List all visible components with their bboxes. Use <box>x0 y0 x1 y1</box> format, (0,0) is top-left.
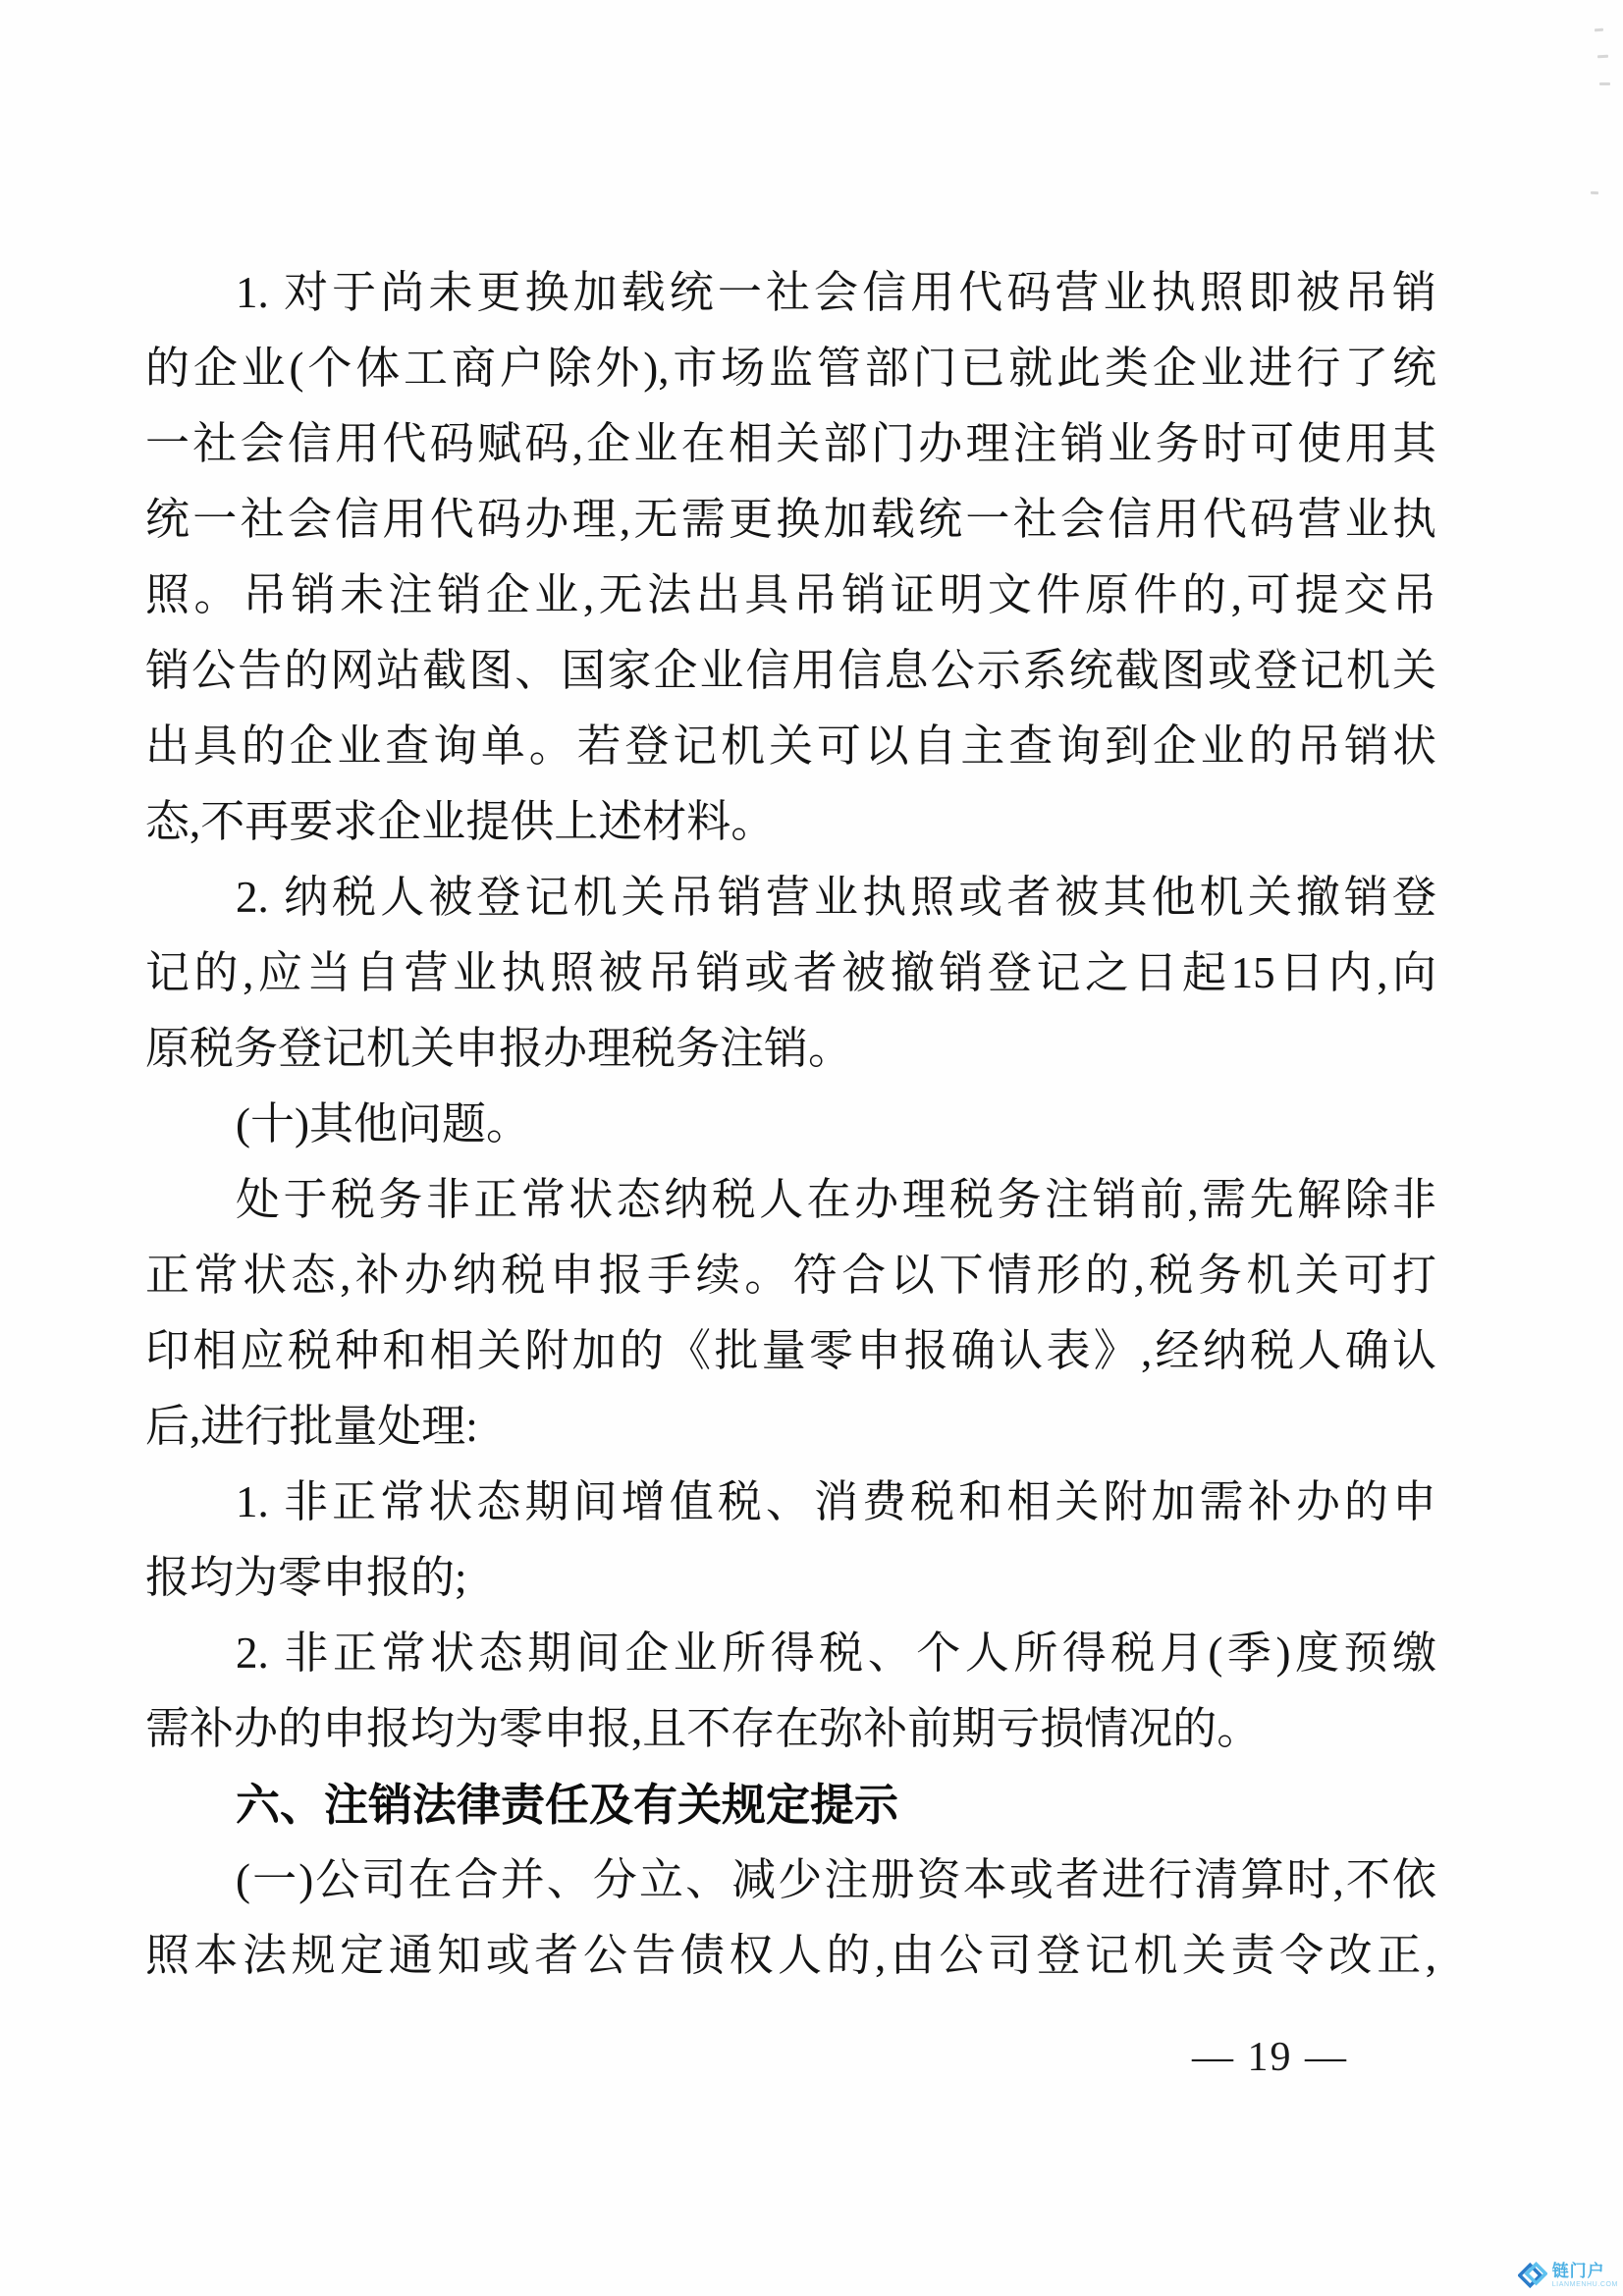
text-line: 1. 非正常状态期间增值税、消费税和相关附加需补办的申 <box>236 1477 1436 1526</box>
text-line: 正常状态,补办纳税申报手续。符合以下情形的,税务机关可打 <box>145 1251 1436 1300</box>
text-line: 记的,应当自营业执照被吊销或者被撤销登记之日起15日内,向 <box>145 948 1436 997</box>
text-line: 后,进行批量处理: <box>145 1402 478 1451</box>
text-line: 2. 纳税人被登记机关吊销营业执照或者被其他机关撤销登 <box>236 873 1436 922</box>
text-line: 照。吊销未注销企业,无法出具吊销证明文件原件的,可提交吊 <box>145 570 1436 619</box>
document-body <box>145 255 1436 1994</box>
paragraph-5 <box>145 1465 1436 1616</box>
watermark-domain: LIANMENHU.COM <box>1551 2281 1618 2288</box>
text-line: 统一社会信用代码办理,无需更换加载统一社会信用代码营业执 <box>145 495 1436 544</box>
paragraph-2 <box>145 860 1436 1087</box>
page-number: — 19 — <box>1192 2035 1348 2080</box>
text-line: 处于税务非正常状态纳税人在办理税务注销前,需先解除非 <box>236 1175 1436 1224</box>
text-line: (十)其他问题。 <box>236 1099 530 1148</box>
section-heading: 六、注销法律责任及有关规定提示 <box>236 1780 899 1830</box>
paragraph-8 <box>145 1842 1436 1994</box>
text-line: 印相应税种和相关附加的《批量零申报确认表》,经纳税人确认 <box>145 1326 1436 1375</box>
text-line: (一)公司在合并、分立、减少注册资本或者进行清算时,不依 <box>236 1855 1436 1904</box>
paragraph-1 <box>145 255 1436 860</box>
text-line: 报均为零申报的; <box>145 1553 467 1602</box>
text-line: 一社会信用代码赋码,企业在相关部门办理注销业务时可使用其 <box>145 419 1436 468</box>
text-line: 原税务登记机关申报办理税务注销。 <box>145 1024 853 1073</box>
text-line: 1. 对于尚未更换加载统一社会信用代码营业执照即被吊销 <box>236 268 1436 317</box>
text-line: 销公告的网站截图、国家企业信用信息公示系统截图或登记机关 <box>145 646 1436 695</box>
paragraph-7 <box>145 1767 1436 1842</box>
scan-artifact <box>1599 82 1610 85</box>
scan-artifact <box>1597 55 1608 59</box>
text-line: 的企业(个体工商户除外),市场监管部门已就此类企业进行了统 <box>145 344 1436 393</box>
text-line: 态,不再要求企业提供上述材料。 <box>145 797 776 846</box>
watermark-lianmenhu <box>1518 2261 1618 2290</box>
paragraph-4 <box>145 1162 1436 1465</box>
paragraph-3 <box>145 1087 1436 1162</box>
watermark-text <box>1552 2263 1618 2288</box>
scan-artifact <box>1595 28 1603 32</box>
text-line: 需补办的申报均为零申报,且不存在弥补前期亏损情况的。 <box>145 1704 1262 1753</box>
scan-artifact <box>1591 191 1598 194</box>
text-line: 2. 非正常状态期间企业所得税、个人所得税月(季)度预缴 <box>236 1629 1436 1678</box>
paragraph-6 <box>145 1616 1436 1767</box>
watermark-name: 链门户 <box>1551 2262 1605 2280</box>
lianmenhu-logo-icon <box>1518 2261 1547 2290</box>
text-line: 照本法规定通知或者公告债权人的,由公司登记机关责令改正, <box>145 1931 1436 1980</box>
text-line: 出具的企业查询单。若登记机关可以自主查询到企业的吊销状 <box>145 721 1436 771</box>
